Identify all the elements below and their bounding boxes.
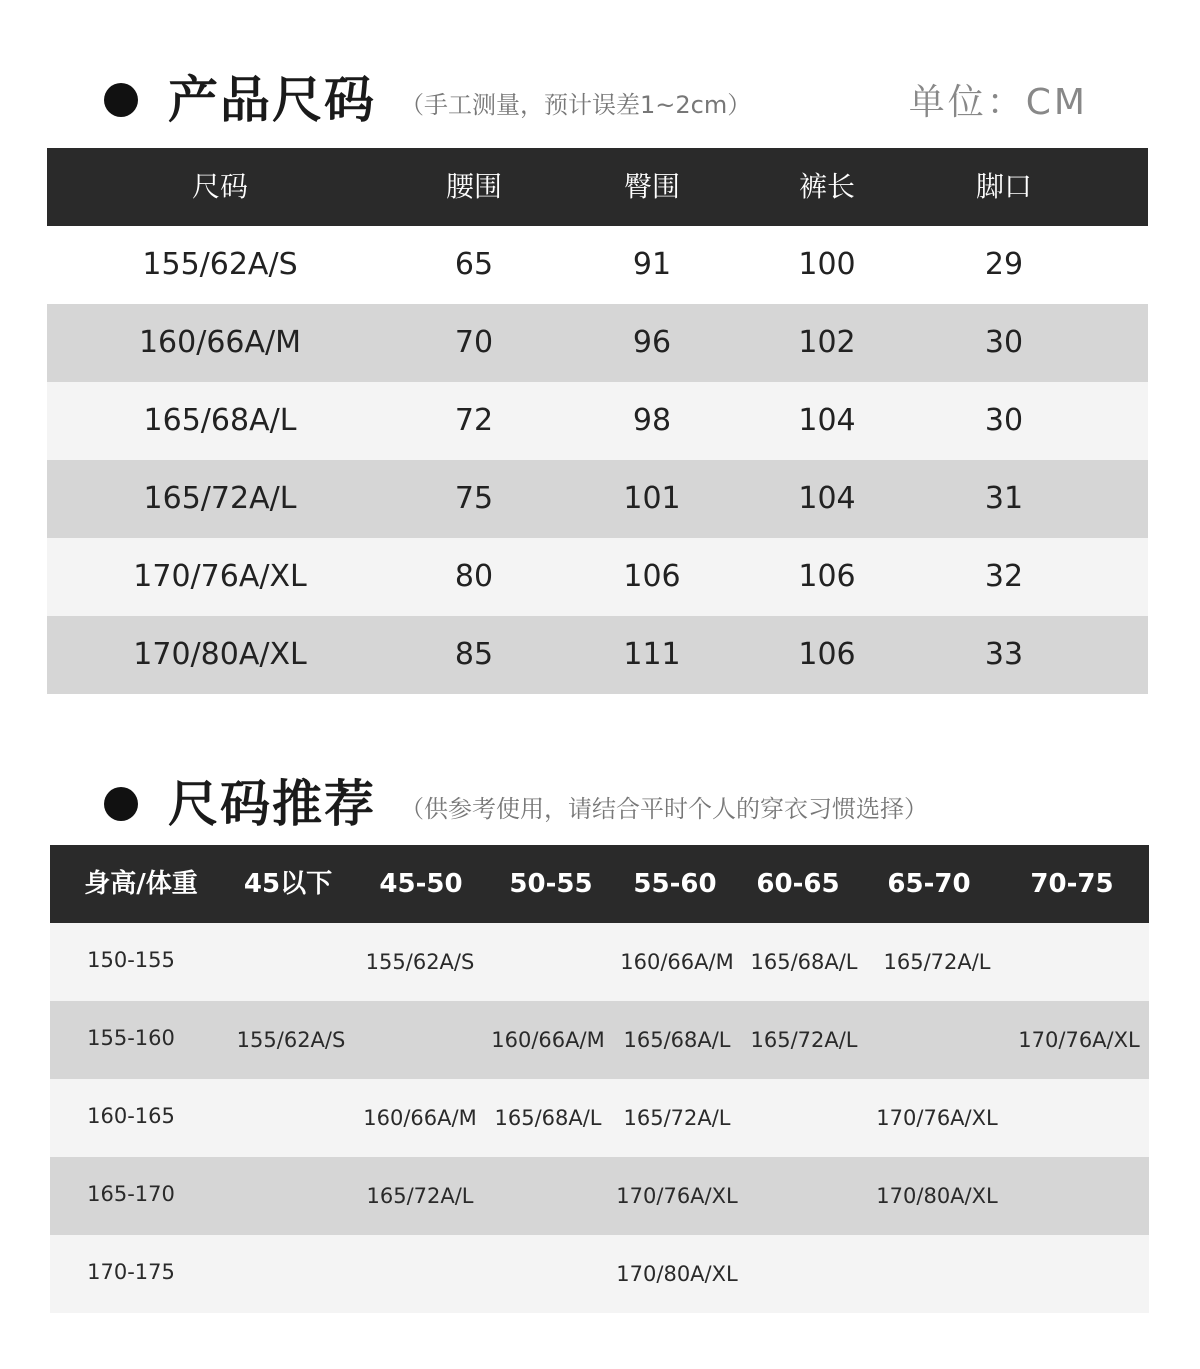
- recommend-header-cell: 70-75: [1030, 869, 1114, 899]
- size-cell: 31: [984, 481, 1024, 516]
- recommend-size-cell: 170/80A/XL: [616, 1262, 738, 1286]
- bullet-dot-icon: [104, 787, 138, 821]
- recommend-size-cell: 165/68A/L: [750, 950, 858, 974]
- recommend-size-cell: 165/72A/L: [883, 950, 991, 974]
- size-cell: 106: [798, 637, 856, 672]
- recommend-size-cell: 155/62A/S: [365, 950, 475, 974]
- recommend-size-cell: 165/72A/L: [750, 1028, 858, 1052]
- size-cell: 104: [798, 481, 856, 516]
- recommend-header-cell: 45以下: [243, 869, 333, 899]
- size-header-cell: 脚口: [975, 170, 1032, 203]
- size-table-row: [47, 304, 1148, 382]
- size-table-row: [47, 226, 1148, 304]
- recommend-table-row: [50, 1235, 1149, 1313]
- recommend-size-cell: 165/72A/L: [366, 1184, 474, 1208]
- recommend-size-cell: 165/68A/L: [494, 1106, 602, 1130]
- recommend-size-cell: 160/66A/M: [620, 950, 734, 974]
- size-section-note: （手工测量，预计误差1~2cm）: [400, 91, 752, 119]
- size-cell: 160/66A/M: [138, 325, 302, 360]
- recommend-size-cell: 155/62A/S: [236, 1028, 346, 1052]
- size-header-cell: 腰围: [445, 170, 502, 203]
- recommend-size-cell: 160/66A/M: [363, 1106, 477, 1130]
- recommend-size-cell: 170/76A/XL: [876, 1106, 998, 1130]
- recommend-size-cell: 165/68A/L: [623, 1028, 731, 1052]
- size-table-row: [47, 382, 1148, 460]
- recommend-table: [50, 845, 1149, 1313]
- recommend-height-label: 170-175: [87, 1260, 175, 1284]
- recommend-header-cell: 45-50: [379, 869, 463, 899]
- recommend-table-row: [50, 1157, 1149, 1235]
- size-header-cell: 尺码: [191, 170, 248, 203]
- size-cell: 98: [632, 403, 672, 438]
- recommend-table-row: [50, 1079, 1149, 1157]
- size-cell: 104: [798, 403, 856, 438]
- size-section-title: 产品尺码: [168, 71, 376, 129]
- size-header-cell: 臀围: [623, 170, 680, 203]
- recommend-table-header: [50, 845, 1149, 923]
- size-cell: 96: [632, 325, 672, 360]
- size-cell: 155/62A/S: [142, 247, 298, 282]
- size-cell: 91: [632, 247, 672, 282]
- size-cell: 33: [984, 637, 1024, 672]
- unit-label: 单位：CM: [908, 82, 1088, 123]
- size-cell: 170/76A/XL: [133, 559, 307, 594]
- size-cell: 80: [454, 559, 494, 594]
- size-header-cell: 裤长: [798, 170, 855, 203]
- size-cell: 101: [623, 481, 681, 516]
- recommend-height-label: 155-160: [87, 1026, 175, 1050]
- recommend-height-label: 160-165: [87, 1104, 175, 1128]
- size-cell: 102: [798, 325, 856, 360]
- size-cell: 30: [984, 403, 1024, 438]
- size-cell: 165/68A/L: [143, 403, 297, 438]
- size-cell: 75: [454, 481, 494, 516]
- recommend-height-label: 165-170: [87, 1182, 175, 1206]
- size-cell: 111: [623, 637, 681, 672]
- size-section-header: [0, 62, 1200, 142]
- recommend-height-label: 150-155: [87, 948, 175, 972]
- size-cell: 30: [984, 325, 1024, 360]
- size-cell: 106: [798, 559, 856, 594]
- recommend-size-cell: 170/76A/XL: [1018, 1028, 1140, 1052]
- recommend-section-header: [0, 766, 1200, 846]
- recommend-size-cell: 170/80A/XL: [876, 1184, 998, 1208]
- size-table-header: [47, 148, 1148, 226]
- recommend-size-cell: 170/76A/XL: [616, 1184, 738, 1208]
- size-cell: 106: [623, 559, 681, 594]
- recommend-table-row: [50, 1001, 1149, 1079]
- size-table-row: [47, 460, 1148, 538]
- size-cell: 72: [454, 403, 494, 438]
- recommend-header-cell: 身高/体重: [84, 869, 198, 899]
- recommend-header-cell: 50-55: [509, 869, 593, 899]
- size-cell: 100: [798, 247, 856, 282]
- recommend-section-note: （供参考使用，请结合平时个人的穿衣习惯选择）: [400, 795, 928, 823]
- recommend-size-cell: 160/66A/M: [491, 1028, 605, 1052]
- size-cell: 70: [454, 325, 494, 360]
- recommend-header-cell: 55-60: [633, 869, 717, 899]
- size-cell: 165/72A/L: [143, 481, 297, 516]
- size-cell: 29: [984, 247, 1024, 282]
- size-cell: 85: [454, 637, 494, 672]
- size-cell: 65: [454, 247, 494, 282]
- recommend-table-row: [50, 923, 1149, 1001]
- size-table: [47, 148, 1148, 694]
- size-table-row: [47, 616, 1148, 694]
- size-cell: 170/80A/XL: [133, 637, 307, 672]
- recommend-header-cell: 65-70: [887, 869, 971, 899]
- size-table-row: [47, 538, 1148, 616]
- size-cell: 32: [984, 559, 1024, 594]
- recommend-header-cell: 60-65: [756, 869, 840, 899]
- recommend-section-title: 尺码推荐: [168, 775, 376, 833]
- recommend-size-cell: 165/72A/L: [623, 1106, 731, 1130]
- bullet-dot-icon: [104, 83, 138, 117]
